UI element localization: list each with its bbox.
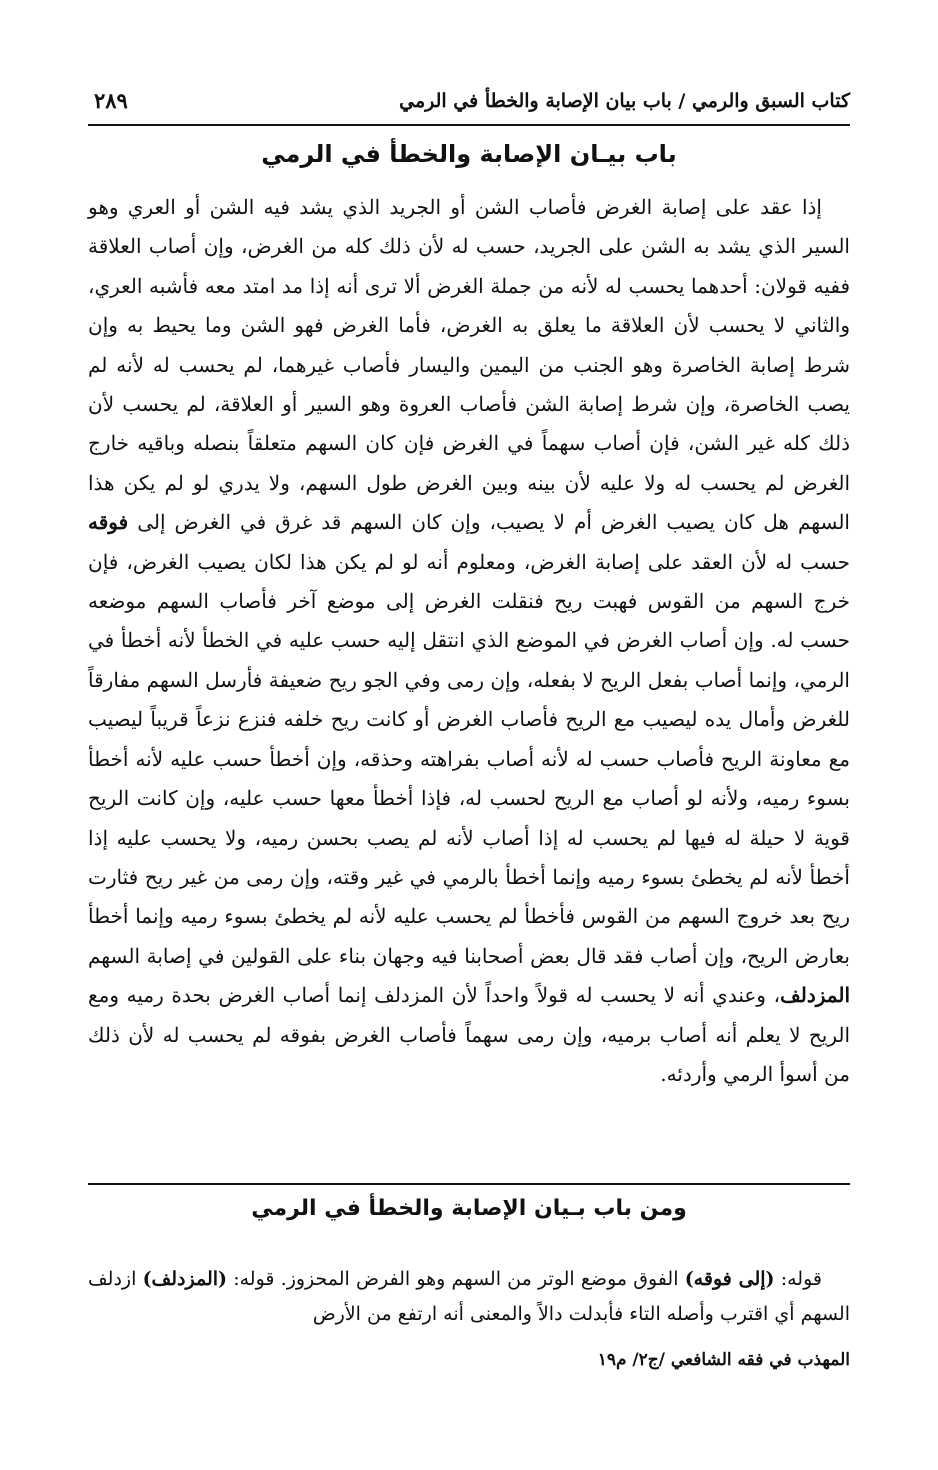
commentary-paragraph <box>88 1262 850 1332</box>
section-divider <box>88 1183 850 1185</box>
body-text-part-a: إذا عقد على إصابة الغرض فأصاب الشن أو الجريد الذي يشد فيه الشن أو العري وهو السير الذي يشد به الشن على الجريد، حسب له لأن ذلك كله من الغرض، وإن أصاب العلاقة ففيه قولان: أحدهما يحسب له لأنه من جملة الغرض ألا ترى أنه إذا مد امتد معه فأشبه العري، والثاني لا يحسب لأن العلاقة ما يعلق به الغرض، فأما الغرض فهو الشن وما يحيط به وإن شرط إصابة الخاصرة وهو الجنب من اليمين واليسار فأصاب غيرهما، لم يحسب له لأنه لم يصب الخاصرة، وإن شرط إصابة الشن فأصاب العروة وهو السير أو العلاقة، لم يحسب لأن ذلك كله غير الشن، فإن أصاب سهماً في الغرض فإن كان السهم متعلقاً بنصله وباقيه خارج الغرض لم يحسب له ولا عليه لأن بينه وبين الغرض طول السهم، ولا يدري لو لم يكن هذا السهم هل كان يصيب الغرض أم لا يصيب، وإن كان السهم قد غرق في الغرض إلى <box>88 195 850 535</box>
commentary-text-1: الفوق موضع الوتر من السهم وهو الفرض المحزوز. قوله: <box>233 1268 679 1290</box>
keyword-muzdalif: المزدلف <box>780 983 850 1008</box>
running-header <box>88 88 850 126</box>
chapter-paragraph <box>88 188 850 1094</box>
commentary-term-muzdalif: (المزدلف) <box>142 1268 227 1290</box>
chapter-title: باب بيـان الإصابة والخطأ في الرمي <box>261 140 677 168</box>
chapter-body <box>88 188 850 1094</box>
commentary-term-fawqihi: (إلى فوقه) <box>684 1268 775 1290</box>
body-text-part-c: ، وعندي أنه لا يحسب له قولاً واحداً لأن المزدلف إنما أصاب الغرض بحدة رميه ومع الريح لا يعلم أنه أصاب برميه، وإن رمى سهماً فأصاب الغرض بفوقه لم يحسب له لأن ذلك من أسوأ الرمي وأردئه. <box>88 983 850 1086</box>
keyword-fawqihi: فوقه <box>88 510 129 535</box>
commentary-lead: قوله: <box>780 1268 822 1290</box>
running-title: كتاب السبق والرمي / باب بيان الإصابة والخطأ في الرمي <box>399 90 850 112</box>
page-number: ٢٨٩ <box>94 88 128 113</box>
footer-signature: المهذب في فقه الشافعي /ج٢/ م١٩ <box>597 1350 850 1370</box>
commentary-title: ومن باب بـيان الإصابة والخطأ في الرمي <box>251 1196 687 1221</box>
commentary-body <box>88 1262 850 1332</box>
body-text-part-b: حسب له لأن العقد على إصابة الغرض، ومعلوم أنه لو لم يكن هذا لكان يصيب الغرض، فإن خرج السهم من القوس فهبت ريح فنقلت الغرض إلى موضع آخر فأصاب السهم موضعه حسب له. وإن أصاب الغرض في الموضع الذي انتقل إليه حسب عليه في الخطأ لأنه أخطأ في الرمي، وإنما أصاب بفعل الريح لا بفعله، وإن رمى وفي الجو ريح ضعيفة فأرسل السهم مفارقاً للغرض وأمال يده ليصيب مع الريح فأصاب الغرض أو كانت ريح خلفه فنزع نزعاً قريباً ليصيب مع معاونة الريح فأصاب حسب له لأنه أصاب بفراهته وحذقه، وإن أخطأ حسب عليه لأنه أخطأ بسوء رميه، ولأنه لو أصاب مع الريح لحسب له، فإذا أخطأ معها حسب عليه، وإن كانت الريح قوية لا حيلة له فيها لم يحسب له إذا أصاب لأنه لم يصب بحسن رميه، ولا يحسب عليه إذا أخطأ لأنه لم يخطئ بسوء رميه وإنما أخطأ بالرمي في غير وقته، وإن رمى من غير ريح فثارت ريح بعد خروج السهم من القوس فأخطأ لم يحسب عليه لأنه لم يخطئ بسوء رميه وإنما أخطأ بعارض الريح، وإن أصاب فقد قال بعض أصحابنا فيه وجهان بناء على القولين في إصابة السهم <box>88 549 850 968</box>
commentary-text-2: ازدلف السهم أي اقترب وأصله التاء فأبدلت دالاً والمعنى أنه ارتفع من الأرض <box>88 1268 850 1325</box>
